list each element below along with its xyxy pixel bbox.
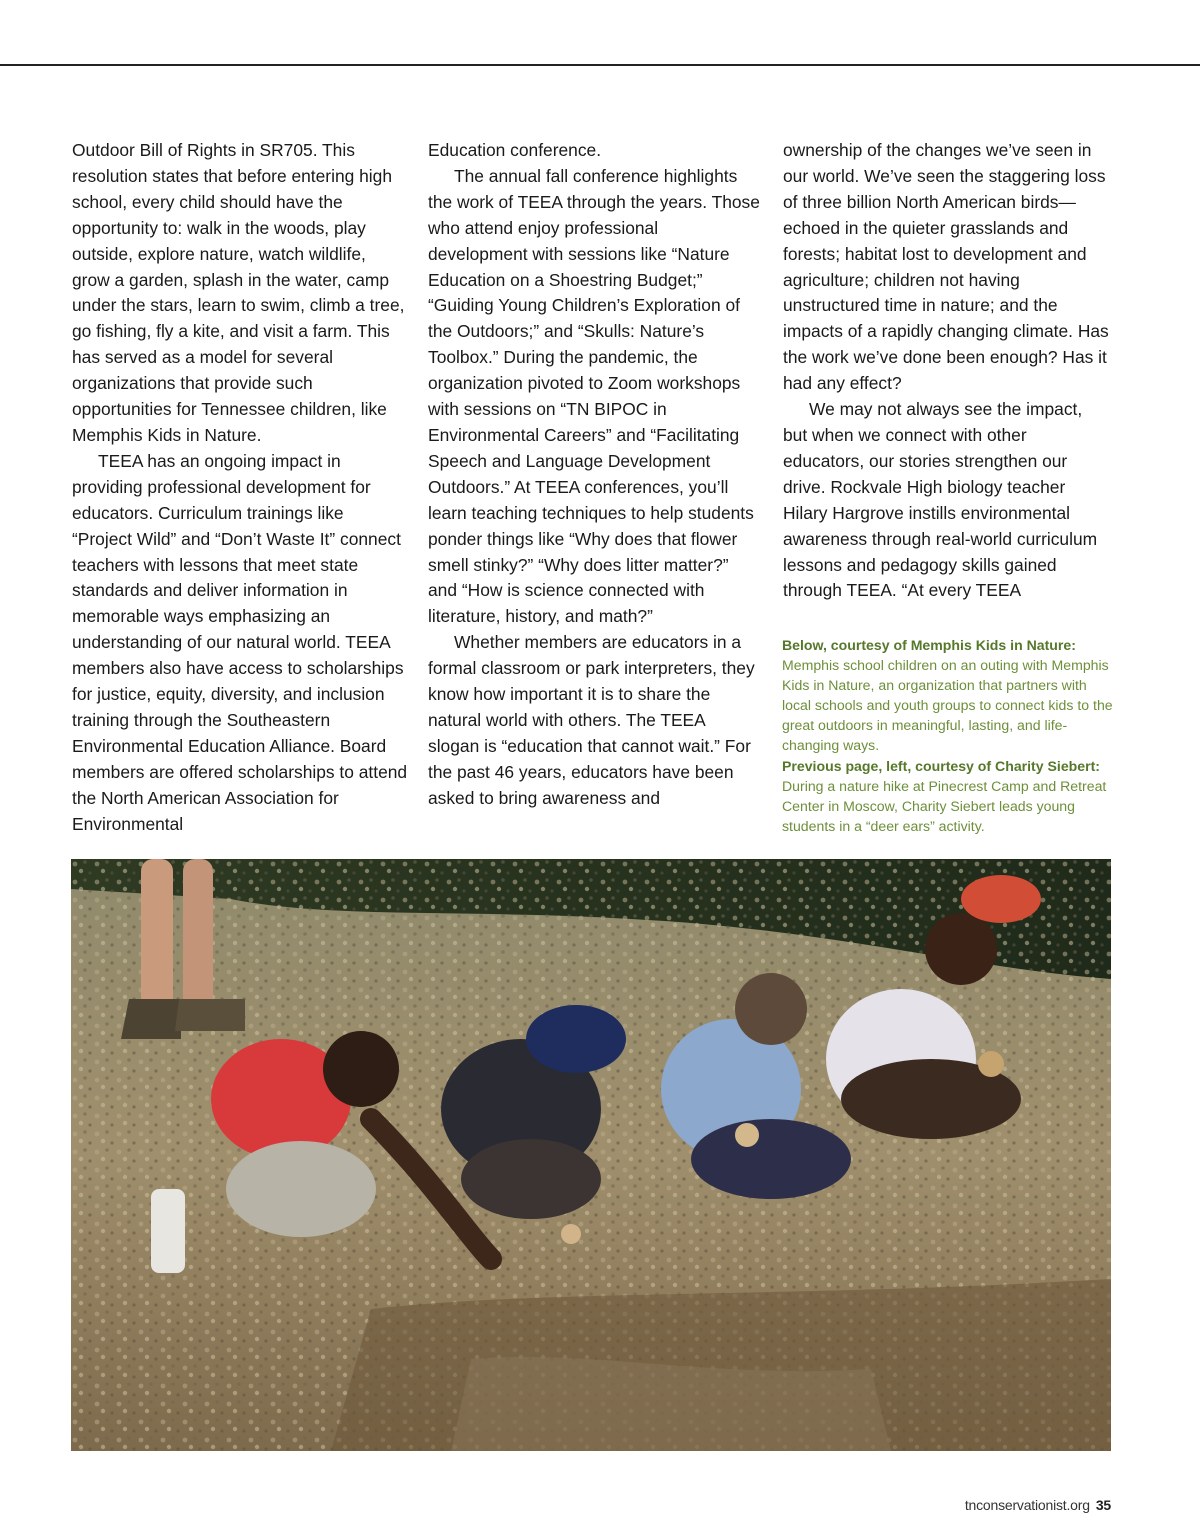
page-footer — [965, 1497, 1111, 1513]
caption-text: Memphis school children on an outing with Memphis Kids in Nature, an organization that partners with local schools and youth groups to connect kids to the great outdoors in meaningful, lasting, and life-changing ways. — [782, 657, 1113, 754]
paragraph: The annual fall conference highlights the work of TEEA through the years. Those who attend enjoy professional development with sessions like “Nature Education on a Shoestring Budget;” “Guiding Young Children’s Exploration of the Outdoors;” and “Skulls: Nature’s Toolbox.” During the pandemic, the organization pivoted to Zoom workshops with sessions on “TN BIPOC in Environmental Careers” and “Facilitating Speech and Language Development Outdoors.” At TEEA conferences, you’ll learn teaching techniques to help students ponder things like “Why does that flower smell stinky?” “Why does litter matter?” and “How is science connected with literature, history, and math?” — [428, 165, 760, 627]
paragraph: Outdoor Bill of Rights in SR705. This resolution states that before entering high school, every child should have the opportunity to: walk in the woods, play outside, explore nature, watch wildlife, grow a garden, splash in the water, camp under the stars, learn to swim, climb a tree, go fishing, fly a kite, and visit a farm. This has served as a model for several organizations that provide such opportunities for Tennessee children, like Memphis Kids in Nature. — [72, 140, 405, 445]
article-column-3 — [783, 138, 1111, 604]
paragraph: ownership of the changes we’ve seen in our world. We’ve seen the staggering loss of three billion North American birds—echoed in the quieter grasslands and forests; habitat lost to development and agriculture; children not having unstructured time in nature; and the impacts of a rapidly changing climate. Has the work we’ve done been enough? Has it had any effect? — [783, 140, 1109, 394]
caption-text: During a nature hike at Pinecrest Camp and Retreat Center in Moscow, Charity Siebert leads young students in a “deer ears” activity. — [782, 777, 1107, 834]
caption-previous-page — [782, 756, 1114, 836]
photo-caption — [782, 635, 1114, 836]
article-column-1 — [72, 138, 408, 837]
article-column-2 — [428, 138, 760, 812]
photo-illustration — [71, 859, 1111, 1451]
paragraph: Whether members are educators in a formal classroom or park interpreters, they know how important it is to share the natural world with others. The TEEA slogan is “education that cannot wait.” For the past 46 years, educators have been asked to bring awareness and — [428, 632, 755, 808]
caption-credit: Below, courtesy of Memphis Kids in Nature: — [782, 637, 1076, 653]
caption-below — [782, 635, 1114, 756]
top-rule — [0, 64, 1200, 66]
paragraph: We may not always see the impact, but when we connect with other educators, our stories strengthen our drive. Rockvale High biology teacher Hilary Hargrove instills environmental awareness through real-world curriculum lessons and pedagogy skills gained through TEEA. “At every TEEA — [783, 399, 1098, 601]
site-url: tnconservationist.org — [964, 1497, 1090, 1513]
paragraph: Education conference. — [428, 140, 602, 160]
photo-children-by-creek — [71, 859, 1111, 1451]
page-number: 35 — [1095, 1497, 1111, 1513]
caption-credit: Previous page, left, courtesy of Charity Siebert: — [782, 757, 1100, 774]
paragraph: TEEA has an ongoing impact in providing professional development for educators. Curriculum trainings like “Project Wild” and “Don’t Waste It” connect teachers with lessons that meet state standards and deliver information in memorable ways emphasizing an understanding of our natural world. TEEA members also have access to scholarships for justice, equity, diversity, and inclusion training through the Southeastern Environmental Education Alliance. Board members are offered scholarships to attend the North American Association for Environmental — [72, 450, 408, 834]
